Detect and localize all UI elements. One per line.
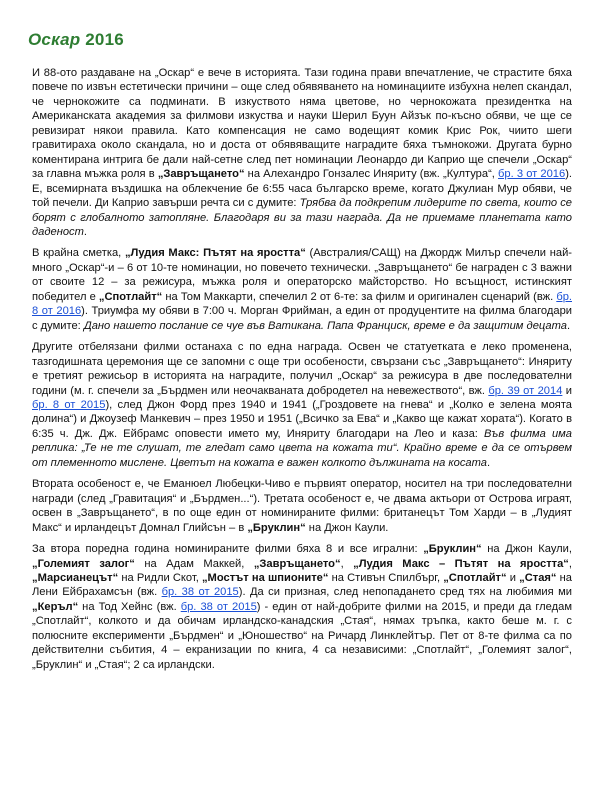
text-run: ). Е, всемирната въздишка на облекчение бе 6:55 часа българско време, когато Джулиан Мур обяви, че той печели. Ди Каприо завърши речта си с думите: (32, 168, 572, 210)
text-run: (Австралия/САЩ) на Джордж Милър спечели най-много „Оскар“-и – 6 от 10-те номинации, но повечето технически. „Завръщането“ бе награден с 3 важни от своите 12 – за режисура, мъжка роля и операторско майсторство. Но всъщност, истинският победител е (32, 247, 573, 303)
issue-link[interactable]: бр. 3 от 2016 (498, 168, 566, 181)
text-run: на Адам Маккей, (134, 557, 254, 570)
quote: Във филма има реплика: „Те не те слушат, те гледат само цвета на кожата ти“. Крайно време е да се отървем от племенното мислене. Цветът на кожата е важен колкото дължината на косата (32, 427, 573, 469)
paragraph (32, 477, 572, 535)
text-run: ). Триумфа му обяви в 7:00 ч. Морган Фрийман, а един от продуцентите на филма благодари с думите: (32, 305, 572, 332)
issue-link[interactable]: бр. 39 от 2014 (488, 384, 563, 397)
article-body (32, 66, 572, 679)
quote: Трябва да подкрепим лидерите по света, които се борят с глобалното затопляне. Благодаря ви за тази награда. Да не приемаме планетата като даденост (32, 197, 572, 238)
paragraph (32, 340, 572, 470)
text-run: За втора поредна година номинираните филми бяха 8 и все игрални: (32, 543, 424, 556)
text-run: на Алехандро Гонзалес Иняриту (вж. „Култура“, (244, 168, 499, 181)
text-run: , (340, 557, 354, 570)
title-year: 2016 (85, 30, 124, 49)
text-run: , (568, 557, 572, 570)
issue-link[interactable]: бр. 8 от 2015 (32, 398, 106, 411)
text-run: И 88-ото раздаване на „Оскар“ е вече в историята. Тази година прави впечатление, че страстите бяха повече по извън естетически причини – още след обявяването на номинациите избухна нелеп скандал, че чернокожите са подминати. В изкуството няма цветове, но чернокожата президентка на Американската академия за филмови изкуства и науки Шерил Буун Айзък по-късно обяви, че ще се ревизират някои правила. Като компенсация не само водещият комик Крис Рок, чиито шеги гравитираха около скандала, но и доста от обявяващите наградите бяха тъмнокожи. Другата бурно коментирана интрига бе дали най-сетне след пет номинации Леонардо ди Каприо ще спечели „Оскар“ за главна мъжка роля в (32, 67, 572, 181)
film-title: „Керъл“ (32, 600, 79, 613)
text-run: на Том Маккарти, спечелил 2 от 6-те: за филм и оригинален сценарий (вж. (162, 290, 557, 303)
text-run: и (506, 571, 520, 584)
text-run: Втората особеност е, че Еманюел Любецки-Чиво е първият оператор, носител на три последователни награди (след „Гравитация“ и „Бърдмен...“). Третата особеност е, че двама актьори от Острова играят, освен в „Завръщането“, в по още един от номинираните филми: британецът Том Харди – в „Лудият Макс“ и ирландецът Домнал Глийсън – в (32, 478, 572, 534)
film-title: „Лудия Макс – Пътят на яростта“ (353, 557, 569, 570)
film-title: „Завръщането“ (157, 168, 245, 181)
film-title: „Марсианецът“ (32, 571, 119, 584)
quote: Дано нашето послание се чуе във Ватикана. Папа Франциск, време е да защитим децата (83, 319, 567, 332)
paragraph (32, 542, 572, 672)
film-title: „Големият залог“ (32, 557, 135, 570)
film-title: „Спотлайт“ (98, 290, 163, 303)
paragraph (32, 66, 572, 239)
text-run: на Тод Хейнс (вж. (78, 600, 181, 613)
text-run: на Джон Каули, (481, 543, 572, 556)
text-run: на Лени Ейбрахамсън (вж. (32, 571, 572, 599)
film-title: „Бруклин“ (423, 543, 482, 556)
text-run: Другите отбелязани филми останаха с по една награда. Освен че статуетката е леко променена, тазгодишната церемония ще се запомни с още три особености, свързани със „Завръщането“: Иняриту е третият режисьор в историята на наградите, получил „Оскар“ за режисура в две последователни години (м. г. спечели за „Бърдмен или неочакваната добродетел на невежеството“, вж. (32, 341, 572, 397)
text-run: . (83, 225, 87, 238)
text-run: ). Да си призная, след непопадането сред тях на любимия ми (238, 586, 572, 599)
text-run: и (562, 384, 572, 397)
paragraph (32, 246, 572, 333)
issue-link[interactable]: бр. 8 от 2016 (32, 290, 572, 318)
text-run: . (566, 319, 571, 332)
film-title: „Спотлайт“ (443, 571, 507, 584)
text-run: на Джон Каули. (305, 521, 389, 534)
film-title: „Завръщането“ (253, 557, 341, 570)
film-title: „Лудия Макс: Пътят на яростта“ (124, 247, 306, 260)
issue-link[interactable]: бр. 38 от 2015 (180, 600, 257, 613)
text-run: В крайна сметка, (32, 247, 125, 260)
film-title: „Бруклин“ (247, 521, 306, 534)
issue-link[interactable]: бр. 38 от 2015 (161, 586, 239, 599)
text-run: ), след Джон Форд през 1940 и 1941 („Гроздовете на гнева“ и „Колко е зелена моята долина“) и Джоузеф Манкевич – през 1950 и 1951 („Всичко за Ева“ и „Какво ще кажат хората“). Когато в 6:35 ч. Дж. Дж. Ейбрамс оповести името му, Иняриту благодари на Лео и каза: (32, 398, 572, 440)
text-run: . (486, 456, 491, 469)
text-run: ) - един от най-добрите филми на 2015, и преди да гледам „Спотлайт“, колкото и да обичам ирландско-канадския „Стая“, нямах тръпка, както беше м. г. с полюсните експерименти „Бърдмен“ и „Юношество“ на Ричард Линклейтър. Пет от 8-те филма са по действителни събития, 4 – екранизации по книга, 4 са независими: „Спотлайт“, „Големият залог“, „Бруклин“ и „Стая“; 2 са ирландски. (32, 600, 572, 671)
title-word: Оскар (28, 30, 81, 49)
film-title: „Мостът на шпионите“ (201, 571, 329, 584)
article-title (28, 30, 124, 50)
film-title: „Стая“ (519, 571, 557, 584)
text-run: на Стивън Спилбърг, (328, 571, 444, 584)
text-run: на Ридли Скот, (118, 571, 202, 584)
